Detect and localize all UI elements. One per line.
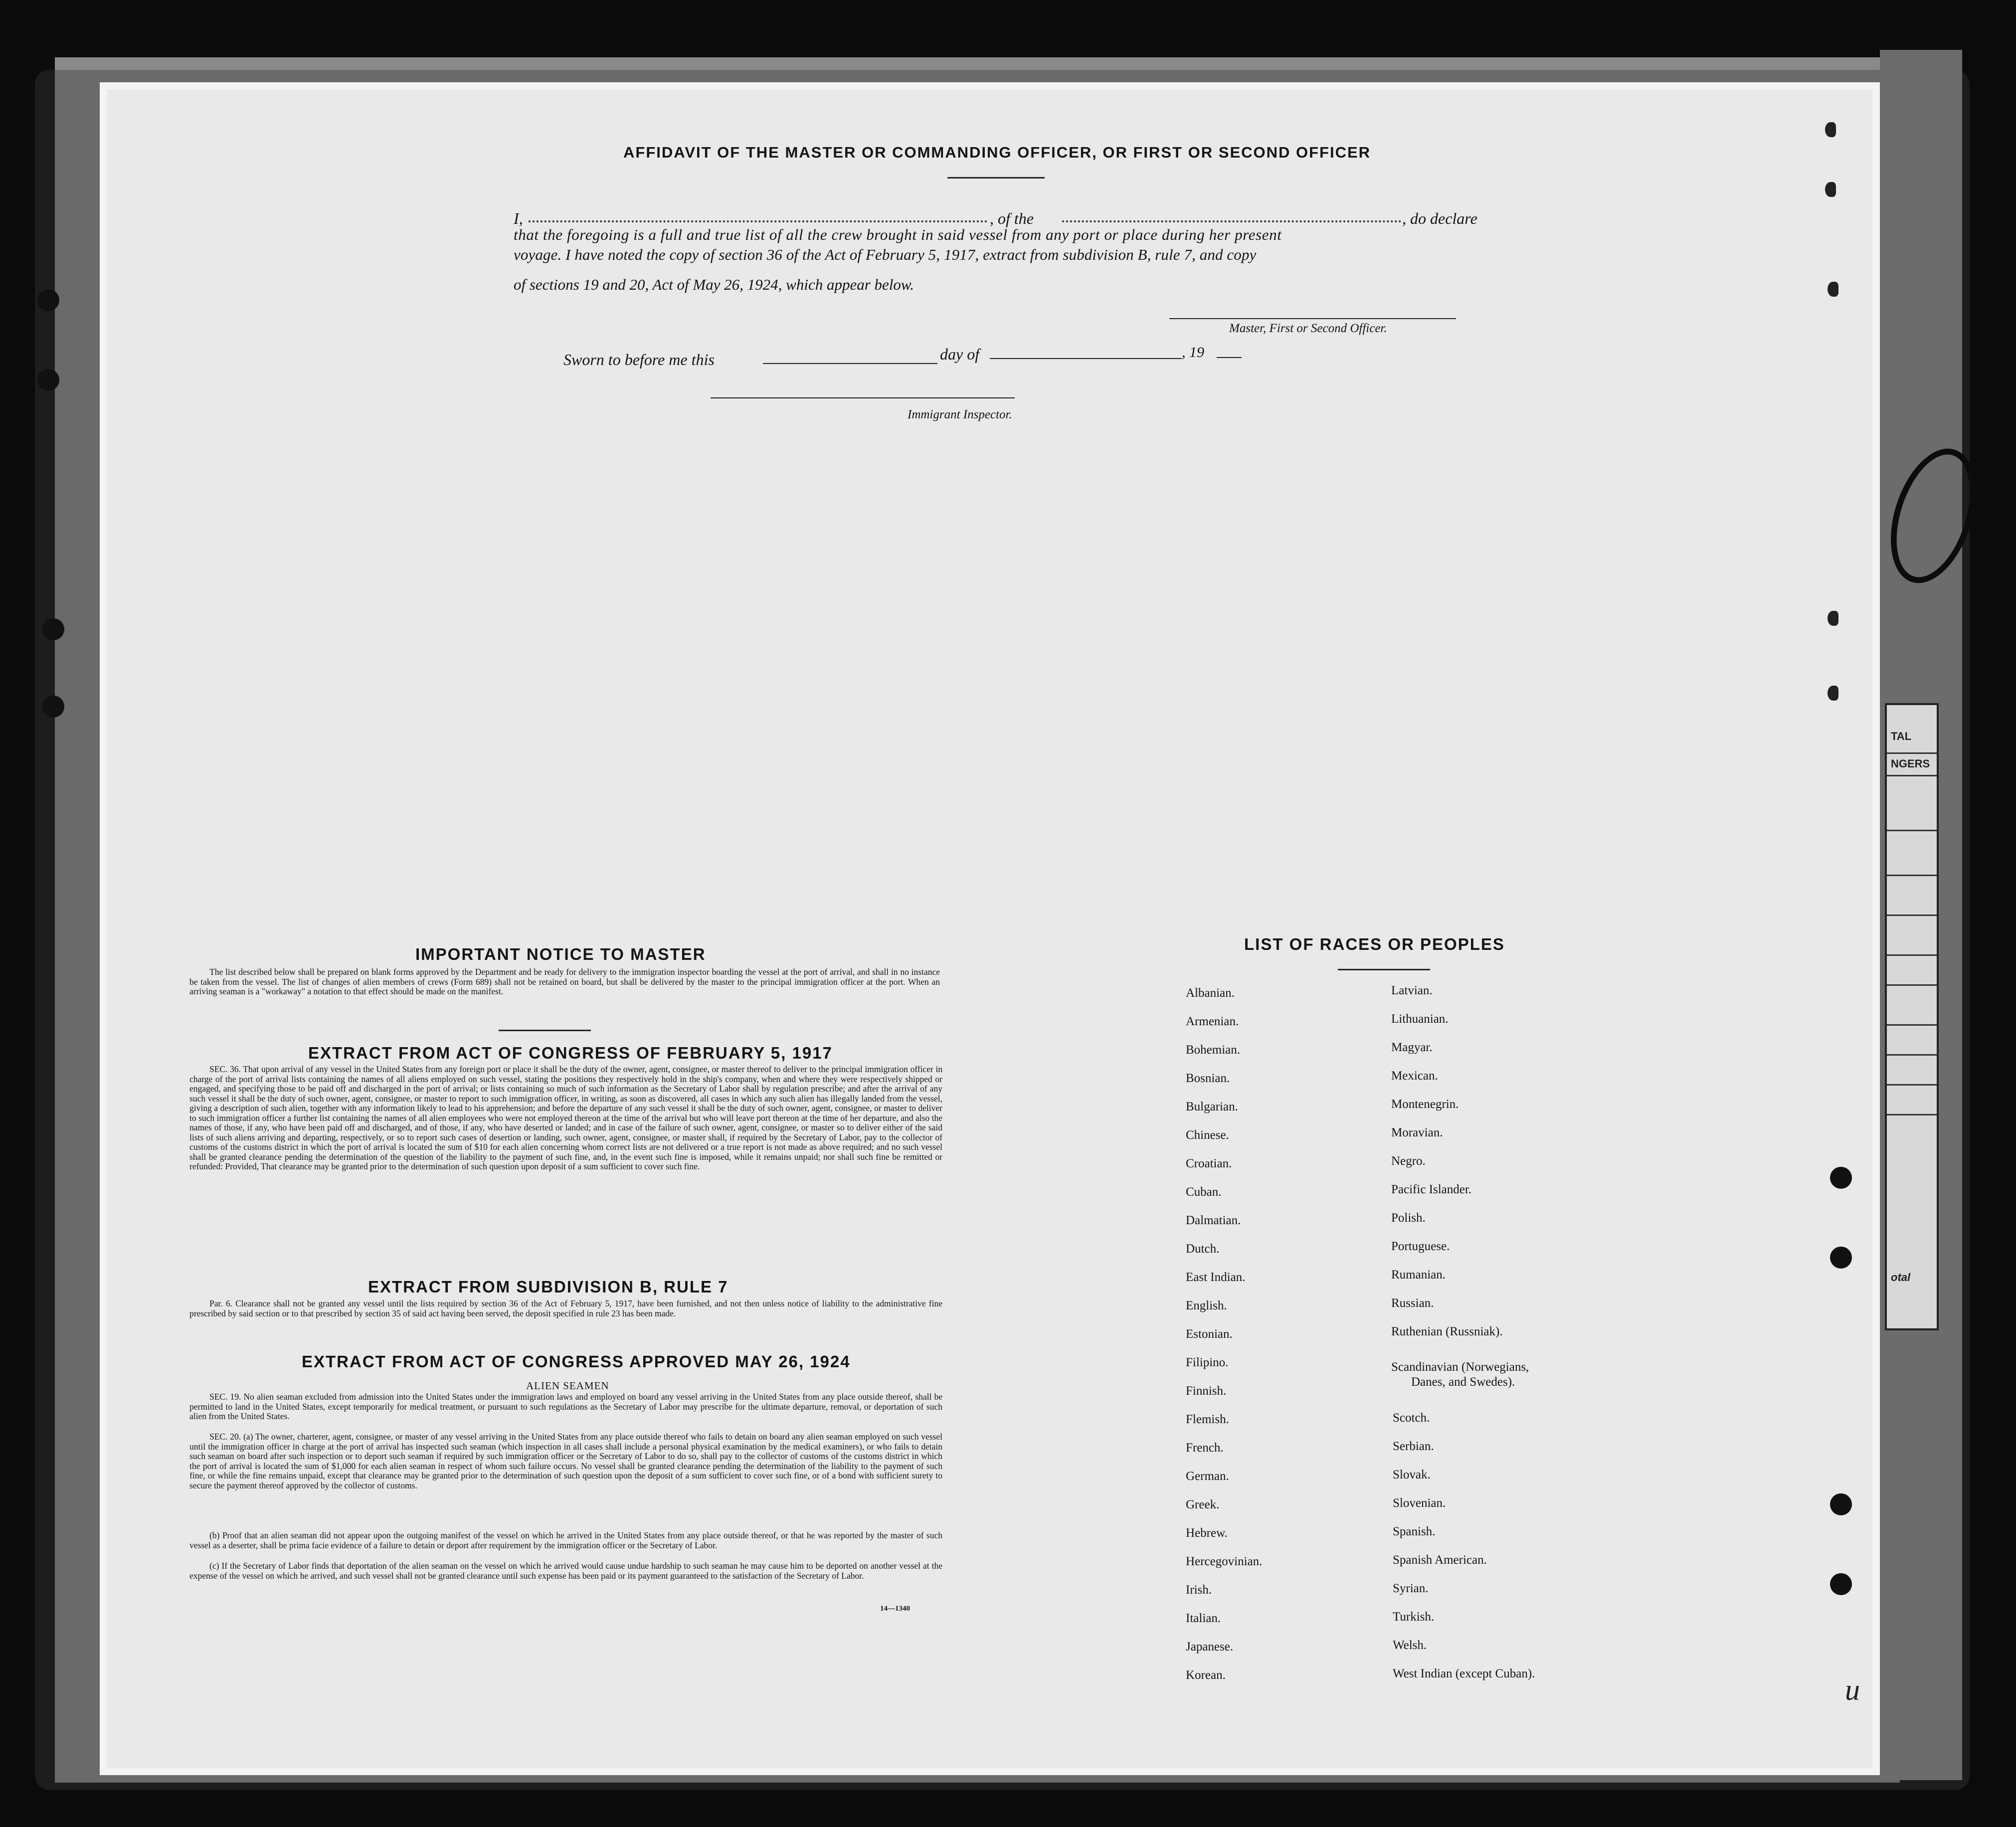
punch-hole (1830, 1247, 1852, 1269)
punch-hole (1825, 122, 1836, 137)
sworn-year-blank (1217, 357, 1242, 358)
day-of-text: day of (940, 345, 980, 363)
underlying-page-tab (1885, 703, 1939, 1330)
title-rule (947, 177, 1045, 179)
race-item: Magyar. (1391, 1041, 1433, 1054)
extract-1924-title: EXTRACT FROM ACT OF CONGRESS APPROVED MAY 26, 1924 (302, 1352, 851, 1371)
race-item: Moravian. (1391, 1126, 1443, 1139)
handwritten-mark: u (1845, 1673, 1860, 1706)
affidavit-body-3: of sections 19 and 20, Act of May 26, 1924, which appear below. (514, 276, 915, 293)
race-item: Filipino. (1186, 1356, 1229, 1369)
extract-1917-text: SEC. 36. That upon arrival of any vessel in the United States from any foreign port or place it shall be the duty of the owner, agent, consignee, or master thereof to deliver to the principal immigration officer in charge of the port of arrival lists containing the names of all aliens employed on such vessel, stating the positions they respectively hold in the ship's company, when and where they were respectively shipped or engaged, and specifying those to be paid off and discharged in the port of arrival; or lists containing so much of such information as the Secretary of Labor shall by regulation prescribe; and after the arrival of any such vessel it shall be the duty of such owner, agent, consignee, or master to report to such immigration officer, in writing, as soon as discovered, all cases in which any such alien has illegally landed from the vessel, giving a description of such alien, together with any information likely to lead to his apprehension; and before the departure of any such vessel it shall be the duty of such owner, agent, consignee, or master to deliver to such immigration officer a further list containing the names of all alien employees who were not employed thereon at the time of the arrival but who will leave port thereon at the time of her departure, and also the names of those, if any, who have been paid off and discharged, and of those, if any, who have deserted or landed; and in case of the failure of such owner, agent, consignee, or master so to deliver either of the said lists of such aliens arriving and departing, respectively, or so to report such cases of desertion or landing, such owner, agent, consignee, or master shall, if required by the Secretary of Labor, pay to the collector of customs of the customs district in which the port of arrival is located the sum of $10 for each alien concerning whom correct lists are not delivered or a true report is not made as above required; and no such vessel shall be granted clearance pending the determination of the question of the liability to the payment of such fine, and, in the event such fine is imposed, while it remains unpaid; nor shall such fine be remitted or refunded: Provided, That clearance may be granted prior to the determination of such question upon deposit of a sum sufficient to cover such fine. (189, 1064, 942, 1171)
master-signature-line (1169, 318, 1456, 319)
inspector-signature-caption: Immigrant Inspector. (908, 408, 1012, 421)
punch-hole (1830, 1493, 1852, 1515)
extract-rule7-title: EXTRACT FROM SUBDIVISION B, RULE 7 (368, 1278, 729, 1296)
race-item: Hercegovinian. (1186, 1555, 1263, 1568)
tab-label-2: NGERS (1891, 757, 1930, 770)
race-item: Finnish. (1186, 1384, 1227, 1398)
race-item: Bosnian. (1186, 1072, 1230, 1085)
race-item: Turkish. (1393, 1610, 1435, 1624)
race-item: Portuguese. (1391, 1240, 1450, 1253)
sec20c-text: (c) If the Secretary of Labor finds that deportation of the alien seaman on the vessel on which he arrived would cause undue hardship to such seaman he may cause him to be deported on another vessel at the expense of the vessel on which he arrived, and such vessel shall not be granted clearance until such expense has been paid or its payment guaranteed to the satisfaction of the Secretary of Labor. (189, 1561, 942, 1581)
punch-hole (37, 369, 59, 391)
punch-hole (1828, 686, 1838, 701)
tab-label-3: otal (1891, 1271, 1911, 1283)
affidavit-of-the: , of the (990, 209, 1034, 227)
race-item: Italian. (1186, 1612, 1221, 1625)
sworn-text: Sworn to before me this (563, 351, 715, 368)
race-item: Danes, and Swedes). (1411, 1375, 1515, 1389)
punch-hole (1830, 1573, 1852, 1595)
form-number: 14—1340 (880, 1605, 910, 1613)
affidavit-i: I, (514, 209, 523, 227)
punch-hole (1828, 282, 1838, 297)
race-item: Dutch. (1186, 1242, 1220, 1256)
race-item: Scotch. (1393, 1411, 1430, 1425)
race-item: East Indian. (1186, 1271, 1246, 1284)
notice-title: IMPORTANT NOTICE TO MASTER (415, 945, 706, 963)
document-page (107, 90, 1872, 1768)
notice-text: The list described below shall be prepared on blank forms approved by the Department and be ready for delivery to the immigration inspector boarding the vessel at the port of arrival, and shall in no instance be taken from the vessel. The list of changes of alien members of crews (Form 689) shall not be retained on board, but shall be delivered by the master to the principal immigration officer at the port. When an arriving seaman is a "workaway" a notation to that effect should be made on the manifest. (189, 967, 940, 996)
notice-rule (499, 1030, 591, 1031)
race-item: Japanese. (1186, 1640, 1234, 1653)
race-item: Spanish. (1393, 1525, 1436, 1538)
race-item: Welsh. (1393, 1639, 1427, 1652)
race-item: Bohemian. (1186, 1043, 1241, 1057)
race-item: Estonian. (1186, 1327, 1233, 1341)
race-item: Greek. (1186, 1498, 1220, 1511)
race-item: Flemish. (1186, 1413, 1229, 1426)
race-item: Dalmatian. (1186, 1214, 1241, 1227)
race-item: Chinese. (1186, 1128, 1229, 1142)
race-item: Syrian. (1393, 1582, 1429, 1595)
race-item: Pacific Islander. (1391, 1183, 1472, 1196)
extract-rule7-text: Par. 6. Clearance shall not be granted any vessel until the lists required by section 36 of the Act of February 5, 1917, have been furnished, and not then unless notice of liability to the administrative fine prescribed by said section or to that prescribed by section 35 of said act having been served, the deposit specified in rule 23 has been made. (189, 1298, 942, 1318)
race-item: Montenegrin. (1391, 1097, 1459, 1111)
race-item: Albanian. (1186, 986, 1235, 1000)
sec20a-text: SEC. 20. (a) The owner, charterer, agent, consignee, or master of any vessel arriving in the United States from any place outside thereof who fails to detain on board any alien seaman employed on such vessel until the immigration officer in charge at the port of arrival has inspected such seaman (which inspection in all cases shall include a personal physical examination by the medical examiners), or who fails to detain such seaman on board after such inspection or to deport such seaman if required by such immigration officer or the Secretary of Labor to do so, shall pay to the collector of customs of the customs district in which the port of arrival is located the sum of $1,000 for each alien seaman in respect of whom such failure occurs. No vessel shall be granted clearance pending the determination of the liability to the payment of such fine, or while the fine remains unpaid, except that clearance may be granted prior to the determination of such question upon the deposit of a sum sufficient to cover such fine, or of a bond with sufficient surety to secure the payment thereof approved by the collector of customs. (189, 1432, 942, 1490)
race-item: English. (1186, 1299, 1227, 1312)
affidavit-title: AFFIDAVIT OF THE MASTER OR COMMANDING OFFICER, OR FIRST OR SECOND OFFICER (623, 144, 1371, 161)
race-item: Slovak. (1393, 1468, 1431, 1481)
rank-blank (1062, 220, 1401, 222)
race-item: Spanish American. (1393, 1553, 1487, 1567)
race-item: Lithuanian. (1391, 1012, 1449, 1026)
race-item: Slovenian. (1393, 1496, 1446, 1510)
race-item: West Indian (except Cuban). (1393, 1667, 1535, 1680)
tab-label-1: TAL (1891, 730, 1912, 742)
punch-hole (42, 618, 64, 640)
punch-hole (37, 289, 59, 311)
affidavit-body-1: that the foregoing is a full and true list of all the crew brought in said vessel from any port or place during her present (514, 226, 1282, 243)
affidavit-do-declare: , do declare (1402, 209, 1477, 227)
race-item: Rumanian. (1391, 1268, 1446, 1281)
race-item: Bulgarian. (1186, 1100, 1238, 1113)
race-item: Armenian. (1186, 1015, 1239, 1028)
affidavit-body-2: voyage. I have noted the copy of section 36 of the Act of February 5, 1917, extract from subdivision B, rule 7, and copy (514, 246, 1257, 263)
inspector-signature-line (711, 397, 1015, 398)
race-item: Scandinavian (Norwegians, (1391, 1360, 1529, 1374)
sec20b-text: (b) Proof that an alien seaman did not appear upon the outgoing manifest of the vessel on which he arrived in the United States from any place outside thereof, or that he was reported by the master of such vessel as a deserter, shall be prima facie evidence of a failure to detain or deport after requirement by the immigration officer or the Secretary of Labor. (189, 1530, 942, 1550)
race-item: Croatian. (1186, 1157, 1232, 1170)
sec19-text: SEC. 19. No alien seaman excluded from admission into the United States under the immigration laws and employed on board any vessel arriving in the United States from any place outside thereof, shall be permitted to land in the United States, except temporarily for medical treatment, or pursuant to such regulations as the Secretary of Labor may prescribe for the ultimate departure, removal, or deportation of such alien from the United States. (189, 1392, 942, 1421)
punch-hole (1828, 611, 1838, 626)
race-item: Negro. (1391, 1154, 1426, 1168)
punch-hole (42, 696, 64, 718)
races-title: LIST OF RACES OR PEOPLES (1244, 935, 1505, 953)
race-item: Latvian. (1391, 984, 1433, 997)
race-item: Russian. (1391, 1296, 1434, 1310)
alien-seamen-subtitle: ALIEN SEAMEN (526, 1380, 609, 1392)
year-text: , 19 (1182, 344, 1204, 361)
race-item: Cuban. (1186, 1185, 1222, 1199)
sworn-month-blank (990, 358, 1182, 359)
extract-1917-title: EXTRACT FROM ACT OF CONGRESS OF FEBRUARY 5, 1917 (308, 1044, 833, 1062)
race-item: Ruthenian (Russniak). (1391, 1325, 1503, 1338)
punch-hole (1830, 1167, 1852, 1189)
race-item: Serbian. (1393, 1440, 1434, 1453)
race-item: Mexican. (1391, 1069, 1438, 1083)
master-signature-caption: Master, First or Second Officer. (1229, 322, 1387, 335)
name-blank (529, 220, 987, 222)
race-item: French. (1186, 1441, 1224, 1455)
races-rule (1338, 969, 1430, 970)
race-item: Irish. (1186, 1583, 1212, 1597)
race-item: Polish. (1391, 1211, 1426, 1225)
race-item: Korean. (1186, 1668, 1226, 1682)
punch-hole (1825, 182, 1836, 197)
sworn-day-blank (763, 363, 937, 364)
race-item: German. (1186, 1469, 1229, 1483)
race-item: Hebrew. (1186, 1526, 1228, 1540)
